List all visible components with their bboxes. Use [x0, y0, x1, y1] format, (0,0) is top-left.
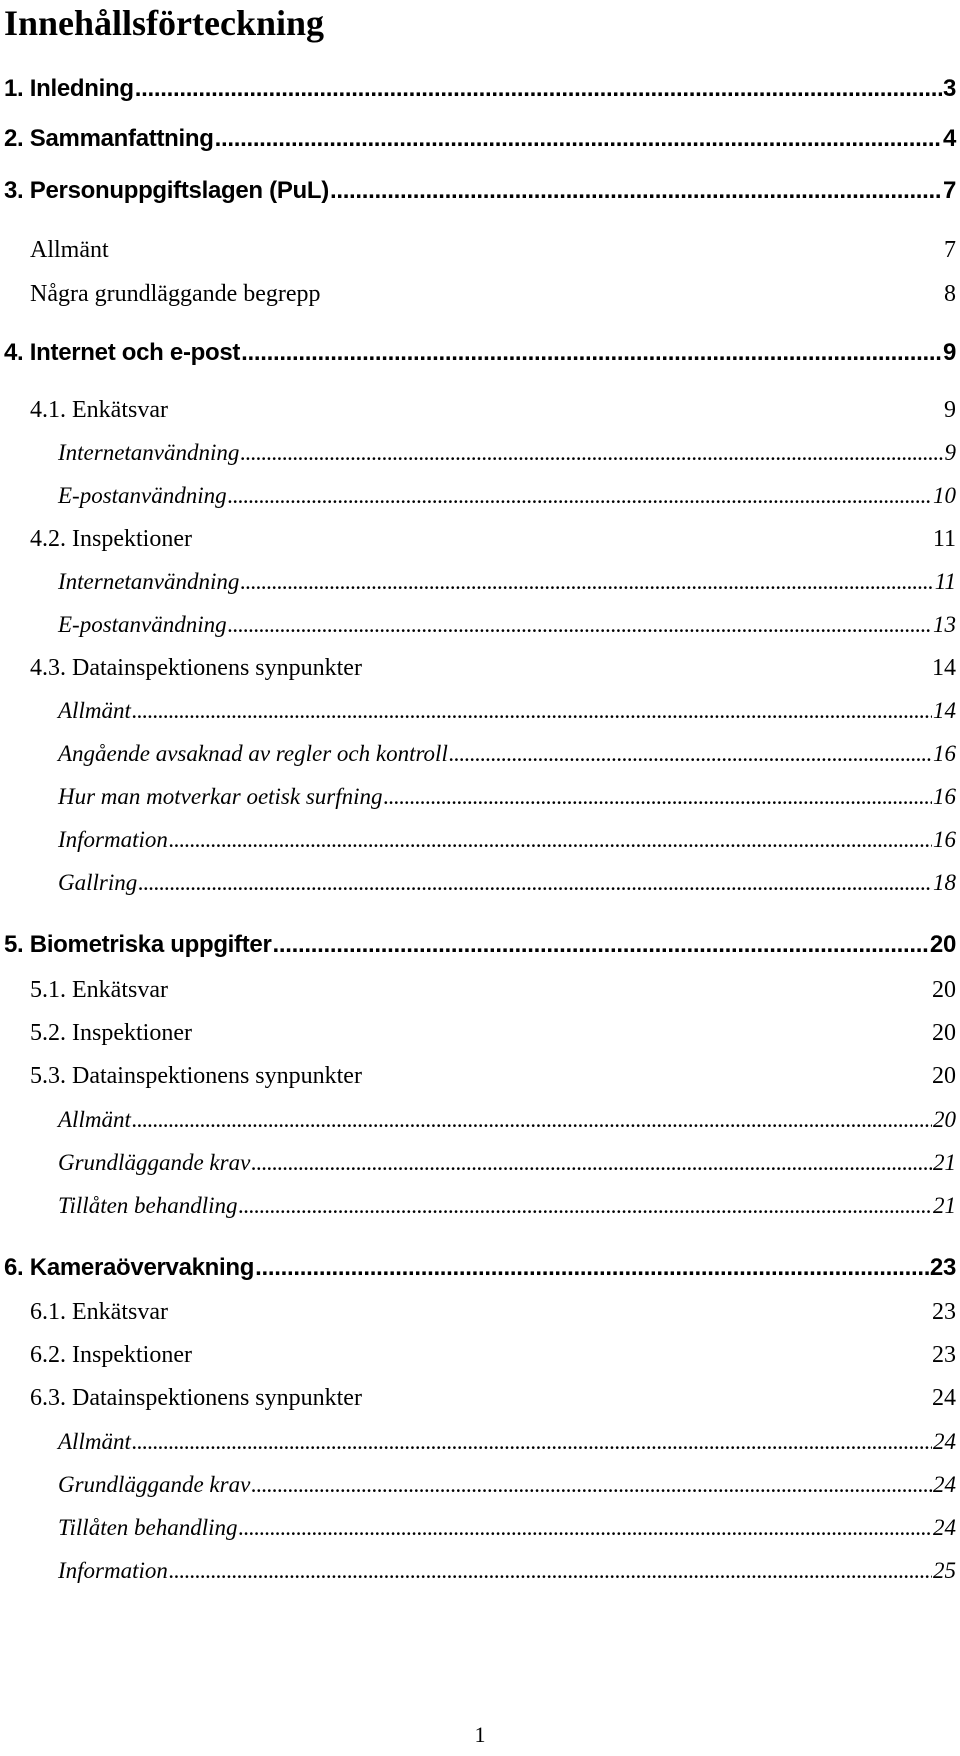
toc-entry-page: 20	[932, 1063, 956, 1089]
toc-entry-page: 11	[932, 526, 956, 552]
toc-dot-leader	[138, 870, 932, 896]
toc-entry-page: 23	[929, 1254, 956, 1281]
toc-entry[interactable]	[58, 1425, 956, 1455]
page-number: 1	[474, 1722, 486, 1747]
toc-entry-title: Gallring	[58, 870, 138, 895]
toc-dot-leader	[240, 569, 933, 595]
toc-entry[interactable]	[30, 1017, 956, 1047]
toc-entry[interactable]	[30, 1296, 956, 1326]
toc-entry[interactable]	[58, 694, 956, 724]
toc-entry-title: 3. Personuppgiftslagen (PuL)	[4, 177, 329, 204]
toc-entry[interactable]	[58, 1146, 956, 1176]
toc-entry-page: 20	[933, 1107, 956, 1132]
toc-entry-page: 20	[932, 977, 956, 1003]
toc-entry-title: Internetanvändning	[58, 569, 240, 594]
toc-dot-leader	[330, 177, 942, 205]
toc-entry[interactable]	[58, 1103, 956, 1133]
toc-entry-page: 24	[932, 1385, 956, 1411]
toc-entry-title: 1. Inledning	[4, 75, 134, 102]
toc-dot-leader	[273, 931, 929, 959]
toc-entry-page: 4	[942, 125, 956, 152]
toc-entry[interactable]	[30, 234, 956, 264]
toc-dot-leader	[215, 125, 942, 153]
toc-dot-leader	[132, 698, 932, 724]
toc-entry[interactable]	[58, 1189, 956, 1219]
toc-entry[interactable]	[30, 523, 956, 553]
toc-entry-page: 24	[933, 1429, 956, 1454]
toc-entry-page: 3	[942, 75, 956, 102]
toc-entry-title: 6.2. Inspektioner	[30, 1342, 192, 1368]
toc-entry[interactable]	[58, 1554, 956, 1584]
toc-dot-leader	[241, 339, 942, 367]
toc-entry-page: 11	[934, 569, 956, 594]
toc-entry-title: Allmänt	[58, 1107, 131, 1132]
toc-entry[interactable]	[58, 1511, 956, 1541]
toc-entry[interactable]	[30, 278, 956, 308]
toc-dot-leader	[135, 75, 942, 103]
toc-entry[interactable]	[4, 175, 956, 205]
toc-entry[interactable]	[4, 1252, 956, 1282]
toc-entry-title: 5. Biometriska uppgifter	[4, 931, 272, 958]
toc-entry-page: 8	[944, 281, 956, 307]
toc-entry-page: 16	[933, 784, 956, 809]
toc-entry-title: Grundläggande krav	[58, 1472, 251, 1497]
toc-entry[interactable]	[4, 73, 956, 103]
toc-entry[interactable]	[4, 123, 956, 153]
toc-entry-title: 2. Sammanfattning	[4, 125, 214, 152]
toc-entry[interactable]	[58, 823, 956, 853]
toc-entry-page: 23	[932, 1342, 956, 1368]
toc-entry-page: 20	[929, 931, 956, 958]
toc-dot-leader	[169, 827, 932, 853]
toc-entry-title: Information	[58, 827, 168, 852]
toc-entry-page: 13	[933, 612, 956, 637]
toc-dot-leader	[228, 612, 932, 638]
toc-entry[interactable]	[30, 1382, 956, 1412]
toc-entry-title: E-postanvändning	[58, 483, 227, 508]
toc-dot-leader	[384, 784, 932, 810]
toc-entry-title: Tillåten behandling	[58, 1515, 238, 1540]
toc-entry-title: Allmänt	[58, 698, 131, 723]
toc-entry[interactable]	[30, 974, 956, 1004]
toc-dot-leader	[449, 741, 932, 767]
toc-entry-page: 7	[942, 177, 956, 204]
toc-entry-title: Internetanvändning	[58, 440, 240, 465]
toc-entry-page: 24	[933, 1472, 956, 1497]
toc-entry[interactable]	[58, 866, 956, 896]
toc-entry-title: 5.1. Enkätsvar	[30, 977, 168, 1003]
toc-entry-title: Grundläggande krav	[58, 1150, 251, 1175]
toc-entry-title: Några grundläggande begrepp	[30, 281, 321, 307]
toc-entry[interactable]	[58, 436, 956, 466]
toc-entry-title: E-postanvändning	[58, 612, 227, 637]
toc-dot-leader	[132, 1429, 932, 1455]
toc-entry-title: Allmänt	[58, 1429, 131, 1454]
toc-dot-leader	[255, 1254, 929, 1282]
toc-entry[interactable]	[30, 394, 956, 424]
toc-entry-title: Tillåten behandling	[58, 1193, 238, 1218]
toc-entry-title: 5.3. Datainspektionens synpunkter	[30, 1063, 362, 1089]
toc-dot-leader	[240, 440, 943, 466]
toc-entry-page: 9	[944, 440, 956, 465]
toc-entry-page: 9	[944, 397, 956, 423]
toc-entry-page: 21	[933, 1193, 956, 1218]
toc-entry-title: Information	[58, 1558, 168, 1583]
toc-entry-page: 14	[933, 698, 956, 723]
toc-entry-title: Allmänt	[30, 237, 109, 263]
toc-entry[interactable]	[58, 780, 956, 810]
toc-dot-leader	[169, 1558, 932, 1584]
toc-dot-leader	[132, 1107, 932, 1133]
toc-entry[interactable]	[30, 652, 956, 682]
toc-entry-title: 6. Kameraövervakning	[4, 1254, 255, 1281]
toc-dot-leader	[239, 1193, 932, 1219]
toc-entry-title: 6.3. Datainspektionens synpunkter	[30, 1385, 362, 1411]
toc-entry[interactable]	[58, 1468, 956, 1498]
toc-entry-title: 4.3. Datainspektionens synpunkter	[30, 655, 362, 681]
toc-entry[interactable]	[30, 1339, 956, 1369]
toc-entry-title: 4. Internet och e-post	[4, 339, 241, 366]
toc-dot-leader	[251, 1472, 932, 1498]
toc-entry-page: 20	[932, 1020, 956, 1046]
toc-entry-page: 18	[933, 870, 956, 895]
toc-dot-leader	[239, 1515, 932, 1541]
toc-entry-page: 10	[933, 483, 956, 508]
toc-entry-page: 25	[933, 1558, 956, 1583]
toc-entry[interactable]	[4, 929, 956, 959]
toc-entry-page: 24	[933, 1515, 956, 1540]
toc-entry-title: 4.1. Enkätsvar	[30, 397, 168, 423]
toc-dot-leader	[228, 483, 932, 509]
toc-entry-title: Angående avsaknad av regler och kontroll	[58, 741, 448, 766]
toc-entry-title: 4.2. Inspektioner	[30, 526, 192, 552]
toc-entry-title: 5.2. Inspektioner	[30, 1020, 192, 1046]
toc-entry[interactable]	[30, 1060, 956, 1090]
toc-entry-title: Hur man motverkar oetisk surfning	[58, 784, 383, 809]
toc-dot-leader	[251, 1150, 932, 1176]
toc-entry[interactable]	[58, 479, 956, 509]
toc-entry[interactable]	[4, 337, 956, 367]
toc-heading: Innehållsförteckning	[4, 3, 325, 43]
toc-entry-page: 16	[933, 827, 956, 852]
toc-entry-page: 14	[932, 655, 956, 681]
toc-entry-page: 23	[932, 1299, 956, 1325]
toc-entry[interactable]	[58, 565, 956, 595]
toc-entry-page: 21	[933, 1150, 956, 1175]
toc-entry-page: 16	[933, 741, 956, 766]
toc-entry-title: 6.1. Enkätsvar	[30, 1299, 168, 1325]
toc-entry-page: 9	[942, 339, 956, 366]
toc-entry[interactable]	[58, 608, 956, 638]
toc-entry[interactable]	[58, 737, 956, 767]
toc-entry-page: 7	[944, 237, 956, 263]
